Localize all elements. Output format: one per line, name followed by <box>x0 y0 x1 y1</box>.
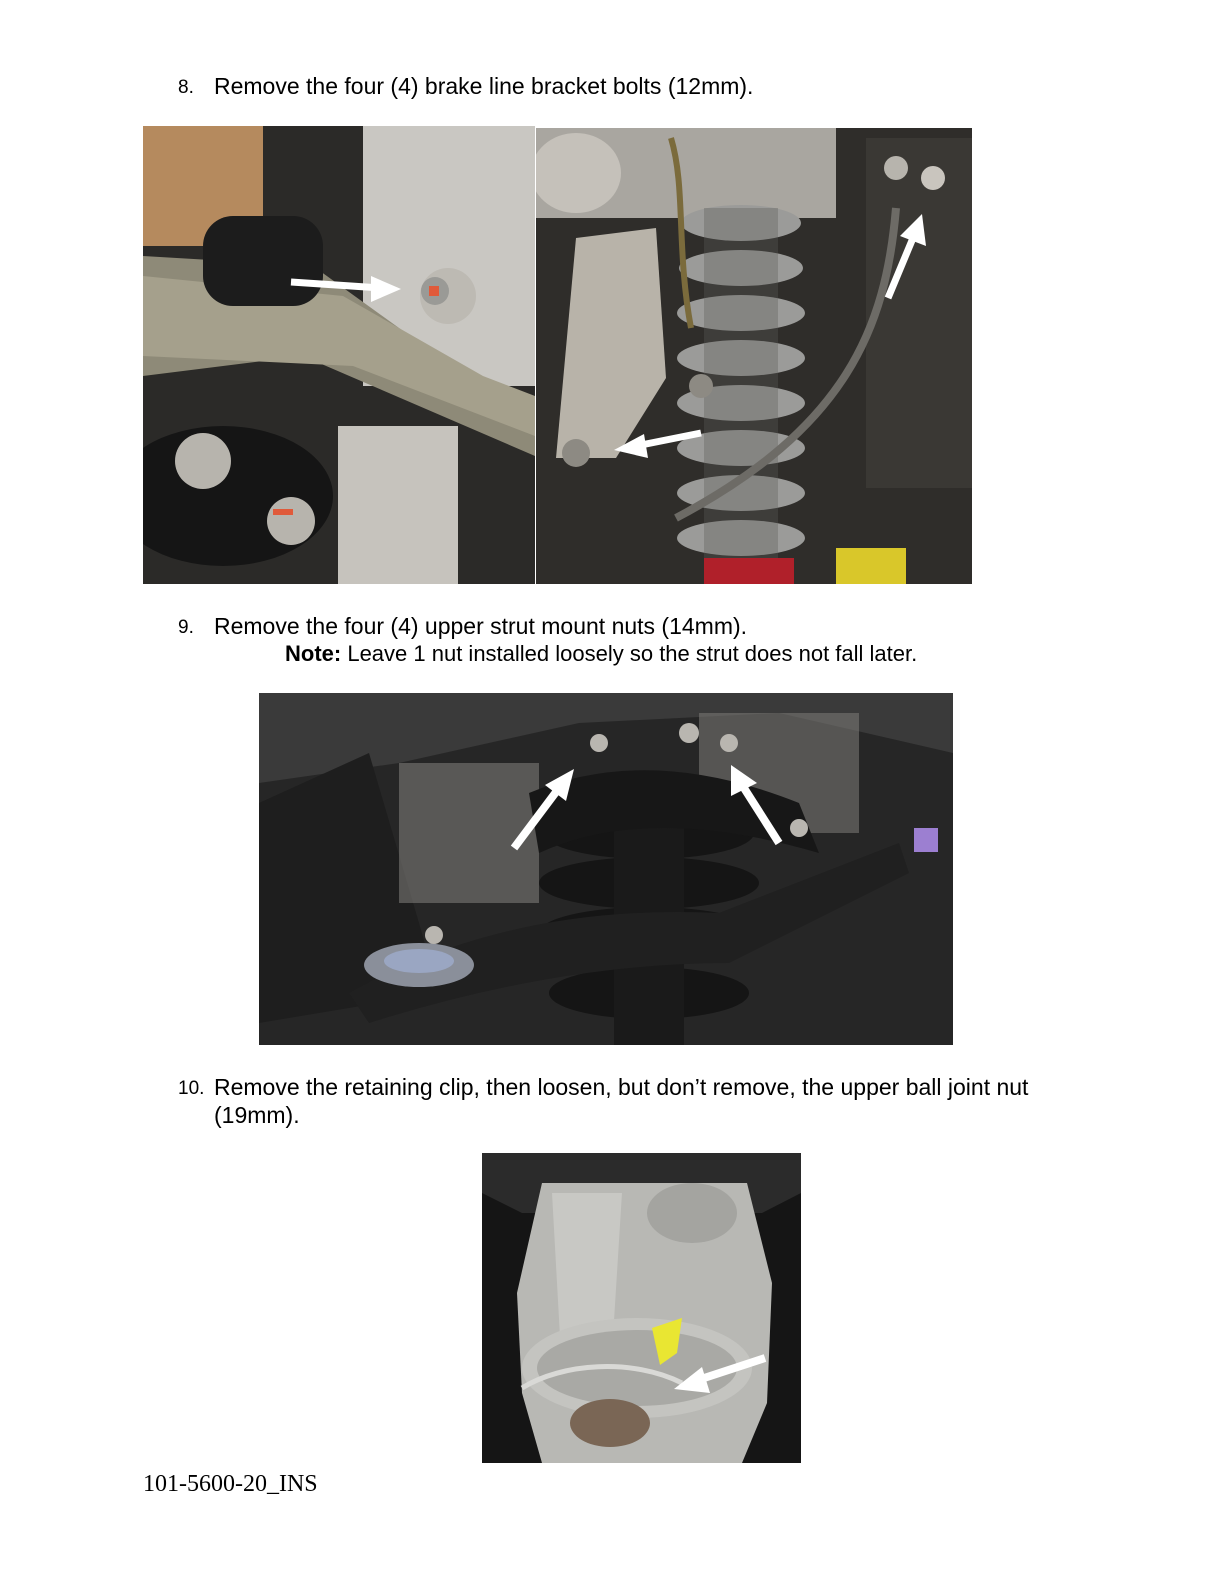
step-9-number: 9. <box>178 617 194 638</box>
step-9-text: Remove the four (4) upper strut mount nuts (14mm). <box>214 613 748 639</box>
brake-line-bracket-photo-left <box>143 126 535 584</box>
step-10-text: Remove the retaining clip, then loosen, but don’t remove, the upper ball joint nut (19mm). <box>214 1074 1029 1128</box>
step-9-note <box>285 641 917 667</box>
upper-strut-mount-photo <box>259 693 953 1045</box>
brake-line-bracket-photo-right <box>536 128 972 584</box>
note-label: Note: <box>285 641 342 666</box>
step-8-number: 8. <box>178 77 194 98</box>
note-text: Leave 1 nut installed loosely so the strut does not fall later. <box>341 641 918 666</box>
step-8-text: Remove the four (4) brake line bracket bolts (12mm). <box>214 73 754 99</box>
document-id-footer: 101-5600-20_INS <box>143 1471 318 1497</box>
upper-ball-joint-nut-photo <box>482 1153 801 1463</box>
step-10-number: 10. <box>178 1078 205 1099</box>
